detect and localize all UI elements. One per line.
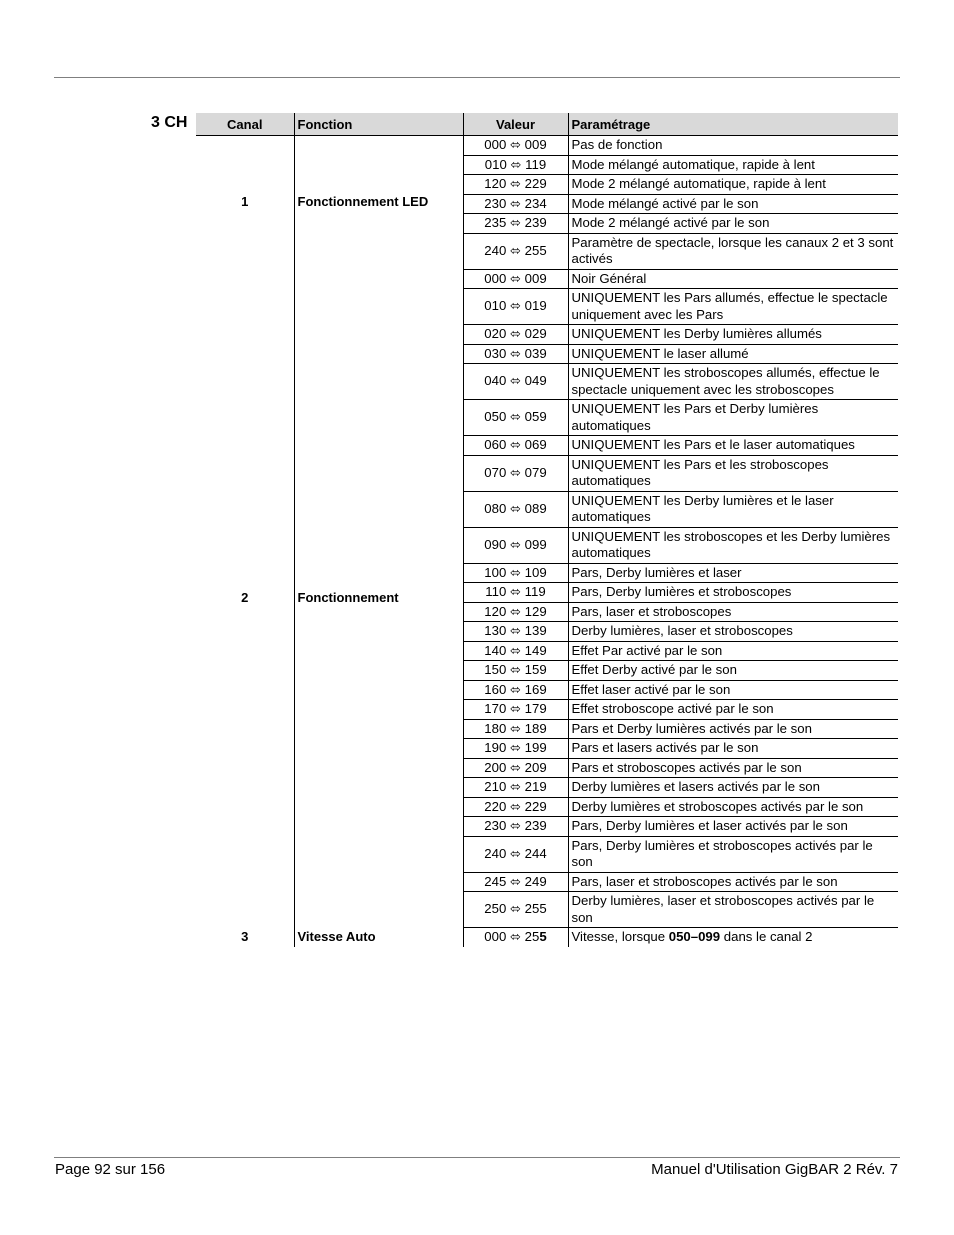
mode-label: 3 CH	[151, 114, 188, 131]
value-range: 200 ⬄ 209	[463, 758, 568, 778]
setting-description: Pars et Derby lumières activés par le son	[568, 719, 898, 739]
table-row	[196, 136, 898, 156]
setting-description: Derby lumières, laser et stroboscopes	[568, 622, 898, 642]
setting-description: Pars, laser et stroboscopes	[568, 602, 898, 622]
value-range: 010 ⬄ 019	[463, 289, 568, 325]
value-range: 020 ⬄ 029	[463, 325, 568, 345]
manual-title: Manuel d'Utilisation GigBAR 2 Rév. 7	[651, 1161, 898, 1178]
page-number: Page 92 sur 156	[55, 1161, 166, 1178]
header-fonction: Fonction	[294, 113, 463, 136]
value-range: 060 ⬄ 069	[463, 436, 568, 456]
value-range: 090 ⬄ 099	[463, 527, 568, 563]
table-body	[196, 136, 898, 947]
channel-number: 2	[241, 590, 249, 605]
setting-description: Derby lumières et stroboscopes activés par le son	[568, 797, 898, 817]
value-range: 030 ⬄ 039	[463, 344, 568, 364]
setting-bold-range: 050–099	[668, 929, 721, 944]
setting-description: Mode 2 mélangé automatique, rapide à lent	[568, 175, 898, 195]
setting-description: Effet stroboscope activé par le son	[568, 700, 898, 720]
setting-suffix: dans le canal 2	[720, 929, 813, 944]
value-range: 220 ⬄ 229	[463, 797, 568, 817]
value-range	[463, 928, 568, 947]
setting-description: UNIQUEMENT les stroboscopes allumés, effectue le spectacle uniquement avec les stroboscopes	[568, 364, 898, 400]
value-range: 120 ⬄ 229	[463, 175, 568, 195]
table-header-row	[196, 113, 898, 136]
value-range: 180 ⬄ 189	[463, 719, 568, 739]
value-range: 160 ⬄ 169	[463, 680, 568, 700]
setting-description: UNIQUEMENT les Pars et Derby lumières automatiques	[568, 400, 898, 436]
value-range: 000 ⬄ 009	[463, 136, 568, 156]
value-range: 000 ⬄ 009	[463, 269, 568, 289]
setting-prefix: Vitesse, lorsque	[571, 929, 669, 944]
value-range: 170 ⬄ 179	[463, 700, 568, 720]
value-range-prefix: 000 ⬄ 25	[484, 929, 540, 944]
value-range: 240 ⬄ 244	[463, 836, 568, 872]
value-range: 230 ⬄ 234	[463, 194, 568, 214]
setting-description: Mode mélangé activé par le son	[568, 194, 898, 214]
header-canal: Canal	[196, 113, 294, 136]
setting-description: Pars et stroboscopes activés par le son	[568, 758, 898, 778]
value-range: 050 ⬄ 059	[463, 400, 568, 436]
channel-number: 1	[241, 194, 249, 210]
value-range: 070 ⬄ 079	[463, 455, 568, 491]
table-row	[196, 269, 898, 289]
value-range-bold: 5	[539, 929, 547, 944]
value-range: 240 ⬄ 255	[463, 233, 568, 269]
value-range: 250 ⬄ 255	[463, 892, 568, 928]
setting-description	[568, 928, 898, 947]
channel-number: 3	[241, 928, 249, 944]
value-range: 235 ⬄ 239	[463, 214, 568, 234]
setting-description: Pas de fonction	[568, 136, 898, 156]
setting-description: Pars, Derby lumières et stroboscopes activés par le son	[568, 836, 898, 872]
value-range: 140 ⬄ 149	[463, 641, 568, 661]
channel-function: Fonctionnement	[294, 269, 463, 928]
value-range: 150 ⬄ 159	[463, 661, 568, 681]
table-row	[196, 928, 898, 947]
value-range: 190 ⬄ 199	[463, 739, 568, 759]
setting-description: Noir Général	[568, 269, 898, 289]
setting-description: UNIQUEMENT les Pars et le laser automatiques	[568, 436, 898, 456]
header-parametrage: Paramétrage	[568, 113, 898, 136]
header-rule	[54, 77, 900, 78]
setting-description: Effet laser activé par le son	[568, 680, 898, 700]
setting-description: Derby lumières et lasers activés par le son	[568, 778, 898, 798]
setting-description: UNIQUEMENT les Pars allumés, effectue le spectacle uniquement avec les Pars	[568, 289, 898, 325]
header-valeur: Valeur	[463, 113, 568, 136]
setting-description: Effet Derby activé par le son	[568, 661, 898, 681]
value-range: 230 ⬄ 239	[463, 817, 568, 837]
setting-description: UNIQUEMENT les Pars et les stroboscopes automatiques	[568, 455, 898, 491]
channel-function: Vitesse Auto	[294, 928, 463, 947]
setting-description: Mode mélangé automatique, rapide à lent	[568, 155, 898, 175]
value-range: 245 ⬄ 249	[463, 872, 568, 892]
value-range: 080 ⬄ 089	[463, 491, 568, 527]
value-range: 010 ⬄ 119	[463, 155, 568, 175]
setting-description: Mode 2 mélangé activé par le son	[568, 214, 898, 234]
dmx-channel-table	[196, 113, 898, 947]
setting-description: UNIQUEMENT le laser allumé	[568, 344, 898, 364]
value-range: 110 ⬄ 119	[463, 583, 568, 603]
setting-description: Pars, Derby lumières et laser activés par le son	[568, 817, 898, 837]
setting-description: Pars et lasers activés par le son	[568, 739, 898, 759]
value-range: 210 ⬄ 219	[463, 778, 568, 798]
setting-description: Pars, laser et stroboscopes activés par le son	[568, 872, 898, 892]
value-range: 100 ⬄ 109	[463, 563, 568, 583]
value-range: 040 ⬄ 049	[463, 364, 568, 400]
setting-description: UNIQUEMENT les stroboscopes et les Derby lumières automatiques	[568, 527, 898, 563]
setting-description: Derby lumières, laser et stroboscopes activés par le son	[568, 892, 898, 928]
setting-description: UNIQUEMENT les Derby lumières allumés	[568, 325, 898, 345]
setting-description: UNIQUEMENT les Derby lumières et le laser automatiques	[568, 491, 898, 527]
value-range: 120 ⬄ 129	[463, 602, 568, 622]
setting-description: Paramètre de spectacle, lorsque les canaux 2 et 3 sont activés	[568, 233, 898, 269]
setting-description: Effet Par activé par le son	[568, 641, 898, 661]
setting-description: Pars, Derby lumières et stroboscopes	[568, 583, 898, 603]
value-range: 130 ⬄ 139	[463, 622, 568, 642]
channel-function: Fonctionnement LED	[294, 136, 463, 270]
setting-description: Pars, Derby lumières et laser	[568, 563, 898, 583]
footer-rule	[54, 1157, 900, 1158]
